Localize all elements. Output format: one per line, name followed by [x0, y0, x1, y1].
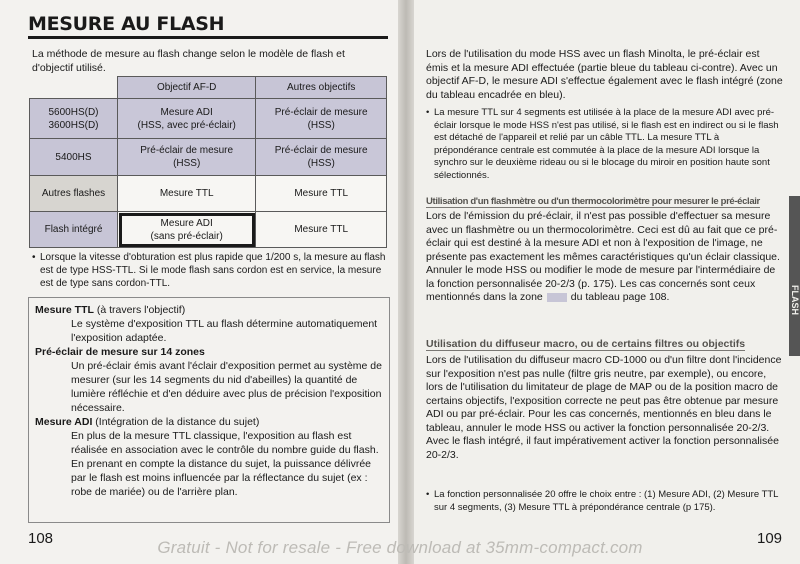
right-note-custom-function — [426, 489, 784, 514]
title-bar — [28, 9, 388, 39]
section-heading-flashmeter: Utilisation d'un flashmètre ou d'un thermocolorimètre pour mesurer le pré-éclair — [426, 196, 760, 207]
definition-preflash — [35, 345, 383, 415]
flashmeter-text: Lors de l'émission du pré-éclair, il n'est pas possible d'effectuer sa mesure avec un flashmètre ou un thermocolorimètre. Ceci est dû au fait que ce pré-éclair qui est destiné à la mesure ADI et non à l'exposition de l'image, ne présente pas exactement les mêmes caractéristiques qu'un éclair classique. Annuler le mode HSS ou modifier le mode de mesure par l'intermédiaire de la fonction personnalisée 20-2/3 (p. 175). Les cas concernés sont ceux mentionnés dans la zone — [426, 210, 780, 303]
intro-paragraph: La méthode de mesure au flash change selon le modèle de flash et d'objectif utilisé. — [32, 48, 345, 74]
book-gutter — [398, 0, 414, 564]
definition-body: Un pré-éclair émis avant l'éclair d'exposition permet au système de mesurer (sur les 14 segments du nid d'abeilles) la quantité de lumière réfléchie et d'en déduire avec plus de précision l'exposition nécessaire. — [71, 360, 382, 414]
definition-term: Pré-éclair de mesure sur 14 zones — [35, 346, 205, 358]
definition-paren: (Intégration de la distance du sujet) — [92, 416, 260, 428]
row-label: Autres flashes — [30, 176, 118, 212]
table-cell: Mesure TTL — [256, 176, 387, 212]
row-label: Flash intégré — [30, 212, 118, 248]
table-cell: Pré-éclair de mesure (HSS) — [118, 139, 256, 176]
definition-term: Mesure TTL — [35, 304, 94, 316]
page-number-right: 109 — [757, 530, 783, 547]
table-cell: Mesure TTL — [118, 176, 256, 212]
speed-note-text: Lorsque la vitesse d'obturation est plus rapide que 1/200 s, la mesure au flash est de type HSS-TTL. Si le mode flash sans cordon est en service, la mesure est de type sans cordon-TTL. — [40, 252, 386, 289]
table-row — [30, 99, 387, 139]
section-heading-macro: Utilisation du diffuseur macro, ou de certains filtres ou objectifs — [426, 338, 746, 350]
row-label: 5400HS — [30, 139, 118, 176]
table-row — [30, 212, 387, 248]
section-thumb-tab — [789, 196, 800, 356]
definition-adi — [35, 415, 383, 499]
table-corner — [30, 77, 118, 99]
gray-zone-swatch — [547, 293, 567, 302]
watermark: Gratuit - Not for resale - Free download at 35mm-compact.com — [157, 538, 643, 557]
row-label: 5600HS(D) 3600HS(D) — [30, 99, 118, 139]
metering-table — [29, 76, 387, 248]
table-cell: Mesure TTL — [256, 212, 387, 248]
definition-body: En plus de la mesure TTL classique, l'exposition au flash est réalisée en association avec le contrôle du nombre guide du flash. En prenant en compte la distance du sujet, la puissance délivrée par le flash est moins influencée par la réflectance du sujet (ex : robe de mariée) ou de l'arrière plan. — [71, 430, 379, 498]
bullet-dot-icon: • — [32, 252, 36, 263]
column-header: Autres objectifs — [256, 77, 387, 99]
right-note-ttl-text: La mesure TTL sur 4 segments est utilisée à la place de la mesure ADI avec pré-éclair lorsque le mode HSS n'est pas utilisé, si le flash est en indirect ou si le flash est détaché de l'appareil et relié par un câble TTL. La mesure TTL à prépondérance centrale est commutée à la place de la mesure ADI lorsque la synchro sur le deuxième rideau ou si le blocage du miroir en position haute sont sélectionnés. — [434, 107, 779, 181]
table-header-row — [30, 77, 387, 99]
bullet-dot-icon: • — [426, 107, 430, 118]
bullet-dot-icon: • — [426, 489, 430, 500]
definition-paren: (à travers l'objectif) — [93, 304, 186, 316]
definition-body: Le système d'exposition TTL au flash détermine automatiquement l'exposition adaptée. — [71, 318, 378, 344]
page-title: MESURE AU FLASH — [28, 13, 225, 35]
page-number-left: 108 — [28, 530, 54, 547]
definitions-box — [28, 297, 390, 523]
macro-paragraph: Lors de l'utilisation du diffuseur macro CD-1000 ou d'un filtre dont l'incidence sur l'exposition n'est pas nulle (filtre gris neutre, par exemple), ou encore, lors de l'utilisation du limitateur de plage de MAP ou de la position macro de certains objectifs, l'exposition correcte ne peut pas être obtenue par mesure ADI ou par pré-éclair. Pour les cas concernés, mentionnés en bleu dans le tableau, annuler le mode HSS ou activer la fonction personnalisée 20-2/3. Avec le flash intégré, il faut impérativement activer la fonction personnalisée 20-2/3. — [426, 354, 782, 461]
definition-term: Mesure ADI — [35, 416, 93, 428]
thumb-tab-label: FLASH — [790, 285, 800, 315]
column-header: Objectif AF-D — [118, 77, 256, 99]
table-row — [30, 176, 387, 212]
right-note-ttl — [426, 107, 784, 182]
definition-ttl — [35, 303, 383, 345]
table-cell: Pré-éclair de mesure (HSS) — [256, 99, 387, 139]
table-cell-framed: Mesure ADI (sans pré-éclair) — [118, 212, 256, 248]
right-intro-paragraph: Lors de l'utilisation du mode HSS avec un flash Minolta, le pré-éclair est émis et la mesure ADI effectuée (partie bleue du tableau ci-contre). Avec un objectif AF-D, le mesure ADI s'effectue également avec le flash intégré (zone du tableau encadrée en bleu). — [426, 48, 783, 101]
speed-note — [32, 251, 388, 290]
table-row — [30, 139, 387, 176]
right-note-custom-function-text: La fonction personnalisée 20 offre le choix entre : (1) Mesure ADI, (2) Mesure TTL sur 4 segments, (3) Mesure TTL à prépondérance centrale (p 175). — [434, 489, 779, 513]
flashmeter-paragraph — [426, 210, 784, 305]
table-cell: Pré-éclair de mesure (HSS) — [256, 139, 387, 176]
table-cell: Mesure ADI (HSS, avec pré-éclair) — [118, 99, 256, 139]
flashmeter-text-end: du tableau page 108. — [570, 291, 670, 303]
